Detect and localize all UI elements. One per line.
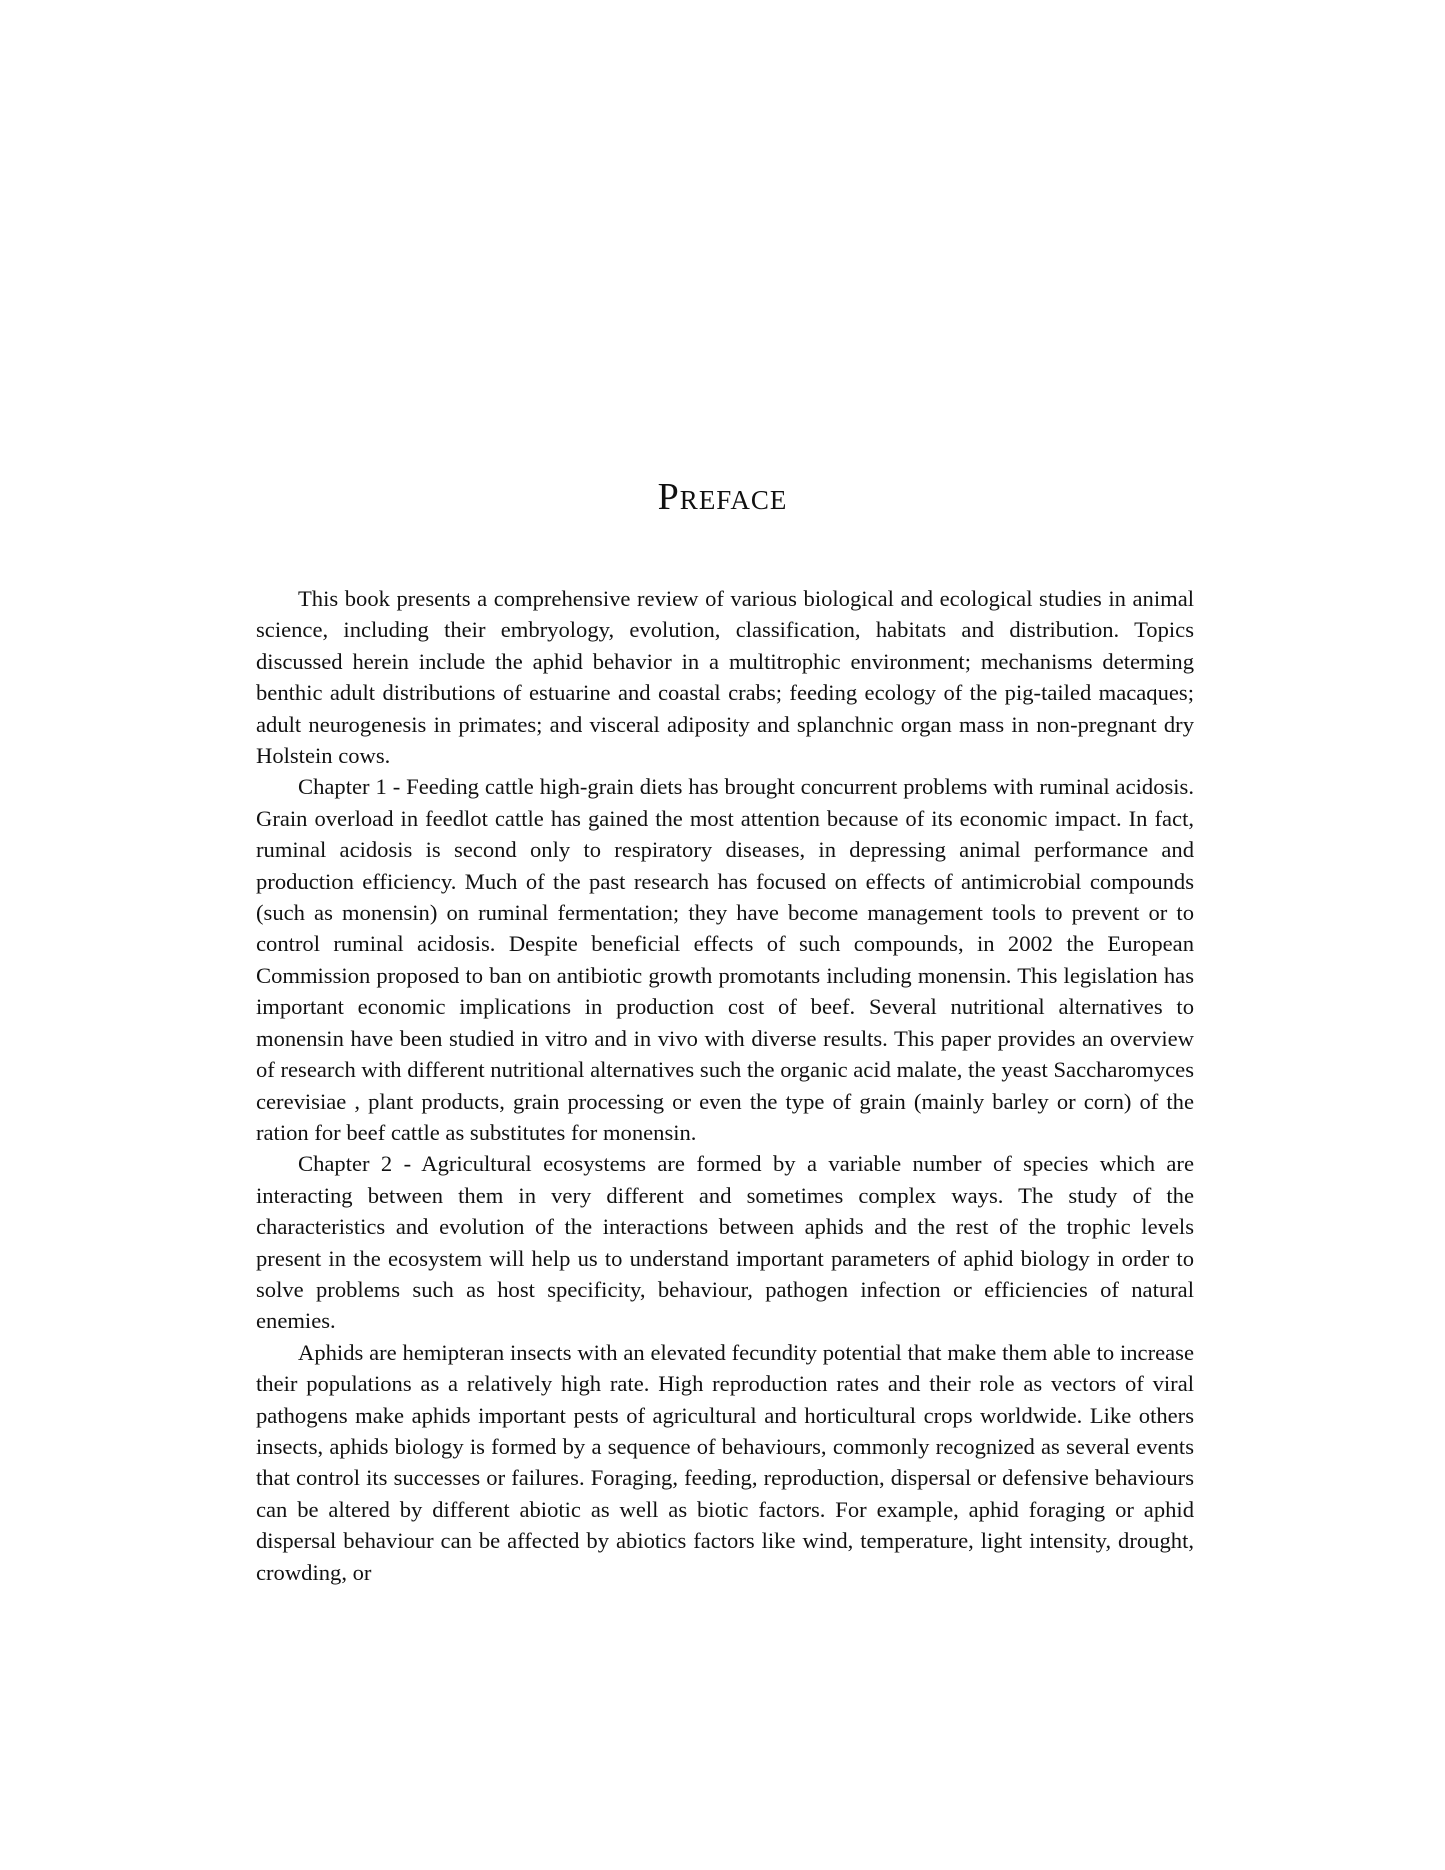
paragraph-chapter-2: Chapter 2 - Agricultural ecosystems are formed by a variable number of species which are interacting between them in very different and sometimes complex ways. The study of the characteristics and evolution of the interactions between aphids and the rest of the trophic levels present in the ecosystem will help us to understand important parameters of aphid biology in order to solve problems such as host specificity, behaviour, pathogen infection or efficiencies of natural enemies. (256, 1151, 1194, 1334)
paragraph-intro: This book presents a comprehensive review of various biological and ecological studies in animal science, including their embryology, evolution, classification, habitats and distribution. Topics discussed herein include the aphid behavior in a multitrophic environment; mechanisms determing benthic adult distributions of estuarine and coastal crabs; feeding ecology of the pig-tailed macaques; adult neurogenesis in primates; and visceral adiposity and splanchnic organ mass in non-pregnant dry Holstein cows. (256, 586, 1194, 769)
preface-body (256, 583, 1194, 1588)
page-title: Preface (657, 476, 788, 518)
paragraph-chapter-1: Chapter 1 - Feeding cattle high-grain diets has brought concurrent problems with ruminal acidosis. Grain overload in feedlot cattle has gained the most attention because of its economic impact. In fact, ruminal acidosis is second only to respiratory diseases, in depressing animal performance and production efficiency. Much of the past research has focused on effects of antimicrobial compounds (such as monensin) on ruminal fermentation; they have become management tools to prevent or to control ruminal acidosis. Despite beneficial effects of such compounds, in 2002 the European Commission proposed to ban on antibiotic growth promotants including monensin. This legislation has important economic implications in production cost of beef. Several nutritional alternatives to monensin have been studied in vitro and in vivo with diverse results. This paper provides an overview of research with different nutritional alternatives such the organic acid malate, the yeast Saccharomyces cerevisiae , plant products, grain processing or even the type of grain (mainly barley or corn) of the ration for beef cattle as substitutes for monensin. (256, 774, 1194, 1145)
paragraph-aphids: Aphids are hemipteran insects with an elevated fecundity potential that make them able to increase their populations as a relatively high rate. High reproduction rates and their role as vectors of viral pathogens make aphids important pests of agricultural and horticultural crops worldwide. Like others insects, aphids biology is formed by a sequence of behaviours, commonly recognized as several events that control its successes or failures. Foraging, feeding, reproduction, dispersal or defensive behaviours can be altered by different abiotic as well as biotic factors. For example, aphid foraging or aphid dispersal behaviour can be affected by abiotics factors like wind, temperature, light intensity, drought, crowding, or (256, 1339, 1194, 1585)
